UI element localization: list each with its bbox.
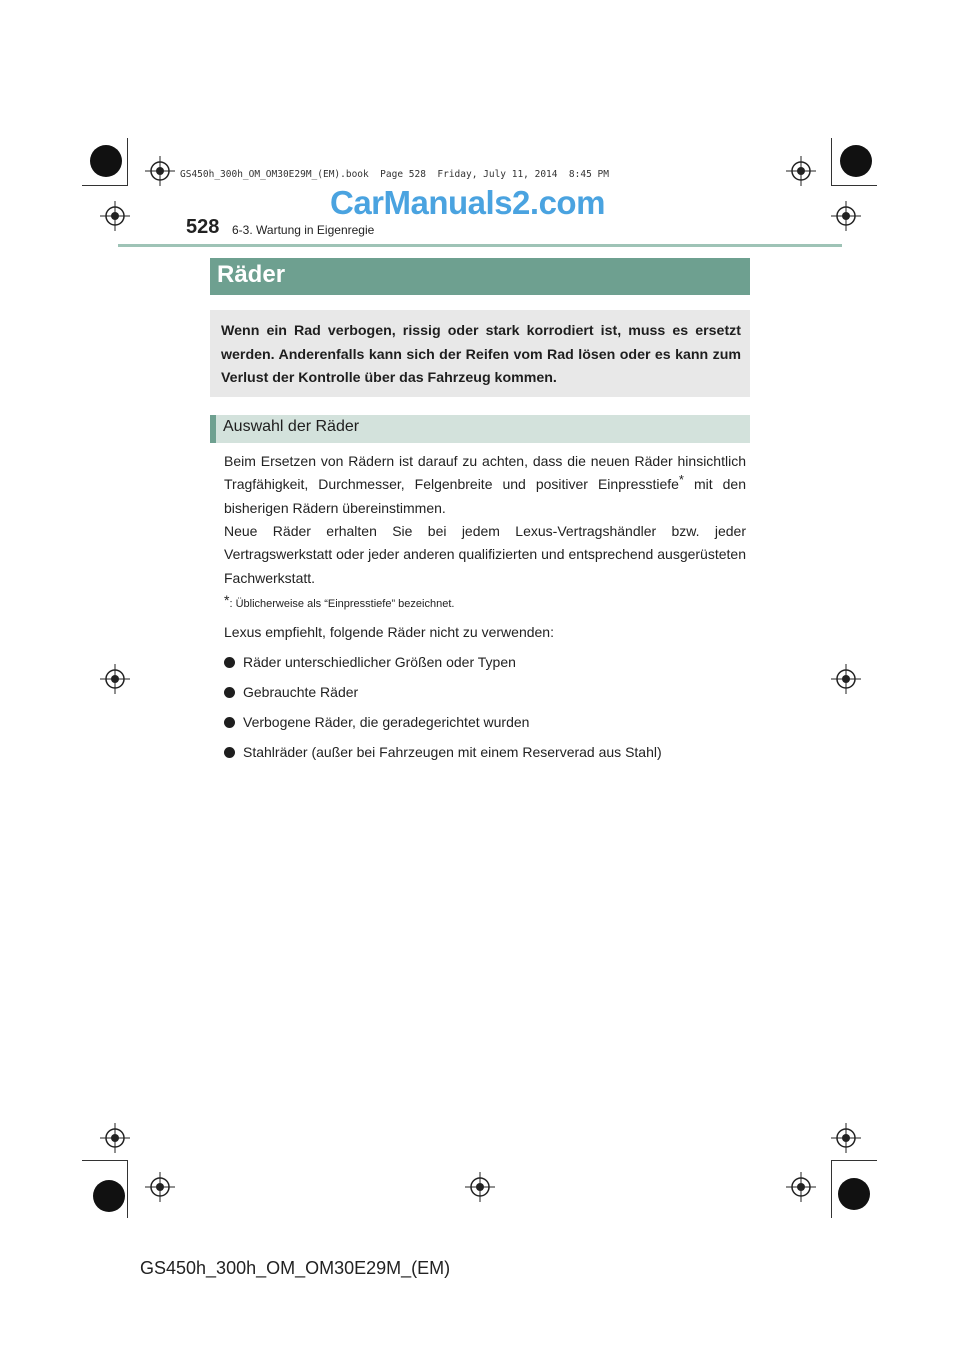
paragraph-dealer: Neue Räder erhalten Sie bei jedem Lexus-Vertragshändler bzw. jeder Vertragswerkstatt oder jeder anderen qualifizierten und entsprechend ausgerüsteten Fachwerkstatt. <box>224 523 746 586</box>
header-divider <box>118 244 842 247</box>
bullet-icon <box>224 657 235 668</box>
recommendation-text: Lexus empfiehlt, folgende Räder nicht zu verwenden: <box>224 624 554 640</box>
chapter-title-bar <box>210 258 750 295</box>
page-title: Räder <box>217 261 286 288</box>
bullet-icon <box>224 687 235 698</box>
list-item-text: Räder unterschiedlicher Größen oder Typen <box>243 654 516 670</box>
registration-mark-icon <box>100 201 130 231</box>
crop-mark <box>82 185 128 186</box>
intro-text: Wenn ein Rad verbogen, rissig oder stark korrodiert ist, muss es ersetzt werden. Anderenfalls kann sich der Reifen vom Rad lösen oder es kann zum Verlust der Kontrolle über das Fahrzeug kommen. <box>221 323 741 386</box>
subsection-title: Auswahl der Räder <box>223 418 360 435</box>
section-heading: 6-3. Wartung in Eigenregie <box>232 223 375 237</box>
registration-mark-icon <box>100 1123 130 1153</box>
print-dot-icon <box>90 145 122 177</box>
footer-doc-id: GS450h_300h_OM_OM30E29M_(EM) <box>140 1258 451 1278</box>
registration-mark-icon <box>100 664 130 694</box>
registration-mark-icon <box>831 1123 861 1153</box>
footnote-star: * <box>678 472 684 488</box>
print-dot-icon <box>93 1180 125 1212</box>
registration-mark-icon <box>786 156 816 186</box>
intro-box <box>210 310 750 397</box>
paragraph-text: Beim Ersetzen von Rädern ist darauf zu achten, dass die neuen Räder hinsichtlich Tragfähigkeit, Durchmesser, Felgenbreite und positiver Einpresstiefe <box>224 453 746 493</box>
paragraph-wheel-replacement <box>224 450 746 520</box>
page-number: 528 <box>186 216 220 238</box>
crop-mark <box>127 138 128 186</box>
subsection-title-bar <box>210 415 750 443</box>
registration-mark-icon <box>831 201 861 231</box>
bullet-icon <box>224 717 235 728</box>
registration-mark-icon <box>786 1172 816 1202</box>
bullet-icon <box>224 747 235 758</box>
list-item <box>224 654 516 670</box>
registration-mark-icon <box>831 664 861 694</box>
crop-mark <box>82 1160 128 1161</box>
footnote-mark: * <box>224 592 230 608</box>
registration-mark-icon <box>145 156 175 186</box>
registration-mark-icon <box>145 1172 175 1202</box>
crop-mark <box>831 138 832 186</box>
list-item <box>224 744 662 760</box>
paragraph-text: mit den bisherigen Rädern übereinstimmen. <box>224 476 746 516</box>
footnote-text: : Üblicherweise als “Einpresstiefe” bezeichnet. <box>229 598 455 610</box>
print-dot-icon <box>840 145 872 177</box>
list-item <box>224 714 529 730</box>
list-item-text: Gebrauchte Räder <box>243 684 359 700</box>
print-dot-icon <box>838 1178 870 1210</box>
list-item-text: Stahlräder (außer bei Fahrzeugen mit einem Reserverad aus Stahl) <box>243 744 662 760</box>
list-item-text: Verbogene Räder, die geradegerichtet wurden <box>243 714 530 730</box>
watermark-logo: CarManuals2.com <box>330 184 605 221</box>
crop-mark <box>831 1160 832 1218</box>
list-item <box>224 684 358 700</box>
crop-mark <box>831 185 877 186</box>
footnote <box>224 594 454 610</box>
registration-mark-icon <box>465 1172 495 1202</box>
crop-mark <box>831 1160 877 1161</box>
book-info-line: GS450h_300h_OM_OM30E29M_(EM).book Page 528 Friday, July 11, 2014 8:45 PM <box>180 169 609 180</box>
crop-mark <box>127 1160 128 1218</box>
